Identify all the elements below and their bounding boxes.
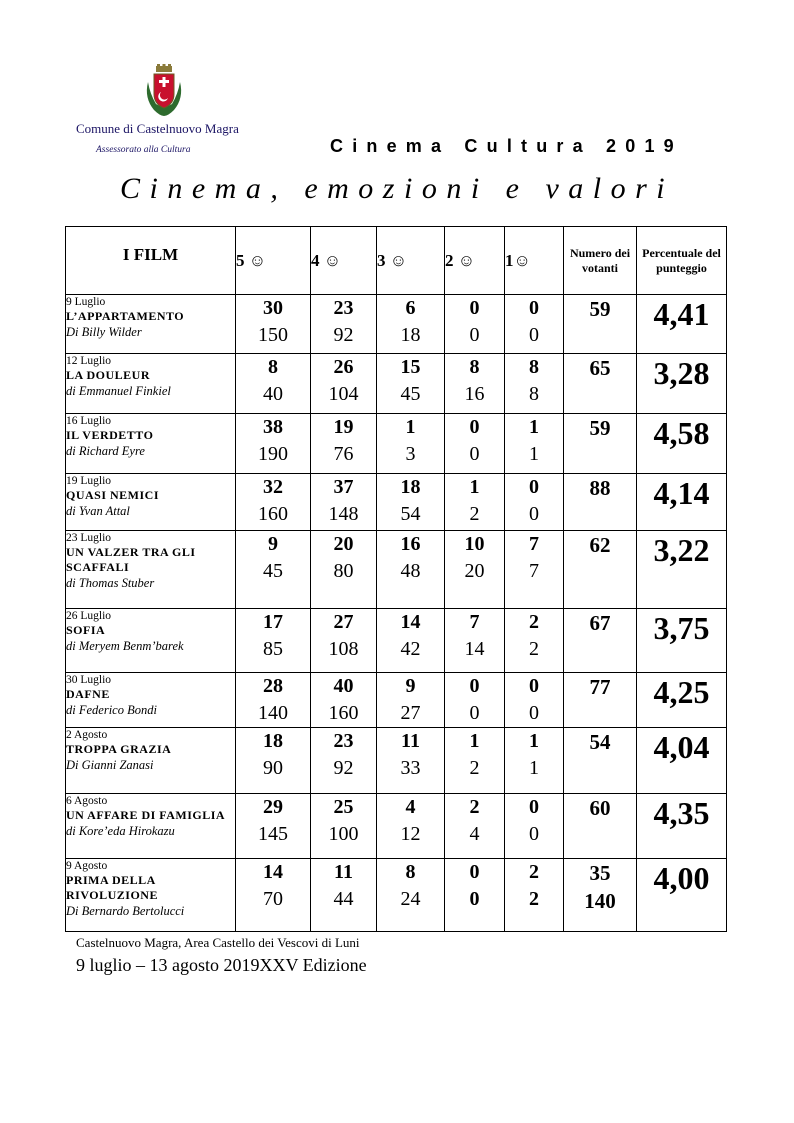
film-date: 9 Agosto (66, 860, 108, 872)
score-1-cell (505, 728, 564, 794)
weighted-points: 2 (529, 888, 539, 910)
score-4-cell (311, 474, 377, 531)
film-title: TROPPA GRAZIA (66, 742, 172, 756)
score-2-cell (445, 609, 505, 673)
weighted-points: 20 (464, 560, 485, 582)
score-4-cell (311, 609, 377, 673)
film-date: 23 Luglio (66, 532, 112, 544)
film-cell (66, 609, 236, 673)
score-percent: 3,28 (637, 354, 727, 414)
weighted-points: 85 (263, 638, 283, 660)
event-subtitle: Cinema, emozioni e valori (120, 172, 675, 205)
weighted-points: 2 (469, 503, 480, 525)
table-row (66, 414, 727, 474)
table-row (66, 728, 727, 794)
voters-extra: 140 (584, 889, 616, 913)
film-date: 9 Luglio (66, 296, 106, 308)
vote-count: 40 (333, 675, 354, 697)
score-1-cell (505, 474, 564, 531)
film-date: 12 Luglio (66, 355, 112, 367)
weighted-points: 2 (529, 638, 539, 660)
score-5-cell (236, 531, 311, 609)
score-2-cell (445, 354, 505, 414)
film-cell (66, 354, 236, 414)
score-percent: 3,75 (637, 609, 727, 673)
weighted-points: 160 (258, 503, 288, 525)
voters-cell (564, 794, 637, 859)
score-2-cell (445, 474, 505, 531)
score-3-cell (377, 354, 445, 414)
weighted-points: 40 (263, 383, 283, 405)
table-row (66, 673, 727, 728)
film-director: Di Gianni Zanasi (66, 758, 154, 772)
weighted-points: 1 (529, 443, 539, 465)
table-row (66, 474, 727, 531)
vote-count: 2 (469, 796, 480, 818)
vote-count: 6 (405, 297, 416, 319)
film-cell (66, 531, 236, 609)
film-title: DAFNE (66, 687, 110, 701)
score-2-cell (445, 295, 505, 354)
score-1-cell (505, 609, 564, 673)
film-title: IL VERDETTO (66, 428, 154, 442)
vote-count: 17 (263, 611, 283, 633)
film-date: 26 Luglio (66, 610, 112, 622)
weighted-points: 90 (263, 757, 283, 779)
film-date: 2 Agosto (66, 729, 108, 741)
vote-count: 0 (529, 476, 539, 498)
weighted-points: 92 (333, 324, 354, 346)
score-4-cell (311, 794, 377, 859)
vote-count: 15 (400, 356, 421, 378)
vote-count: 14 (400, 611, 421, 633)
table-row (66, 295, 727, 354)
weighted-points: 8 (529, 383, 539, 405)
score-3-cell (377, 295, 445, 354)
weighted-points: 104 (328, 383, 359, 405)
score-1-cell (505, 414, 564, 474)
weighted-points: 12 (400, 823, 421, 845)
voters-cell (564, 859, 637, 932)
film-director: di Yvan Attal (66, 504, 130, 518)
weighted-points: 0 (469, 888, 480, 910)
score-5-cell (236, 295, 311, 354)
voters-count: 35 (589, 861, 611, 885)
weighted-points: 148 (328, 503, 359, 525)
score-3-cell (377, 673, 445, 728)
voters-cell (564, 295, 637, 354)
film-date: 16 Luglio (66, 415, 112, 427)
weighted-points: 0 (469, 324, 480, 346)
voters-cell (564, 728, 637, 794)
vote-count: 23 (333, 730, 354, 752)
score-4-cell (311, 728, 377, 794)
vote-count: 7 (469, 611, 480, 633)
vote-count: 30 (263, 297, 283, 319)
score-4-cell (311, 531, 377, 609)
score-1-cell (505, 794, 564, 859)
weighted-points: 80 (333, 560, 354, 582)
table-header-row (66, 227, 727, 295)
vote-count: 1 (469, 730, 480, 752)
weighted-points: 108 (328, 638, 359, 660)
film-director: di Federico Bondi (66, 703, 157, 717)
voters-count: 60 (589, 796, 611, 820)
weighted-points: 145 (258, 823, 288, 845)
voters-count: 88 (589, 476, 611, 500)
weighted-points: 70 (263, 888, 283, 910)
score-1-cell (505, 673, 564, 728)
weighted-points: 76 (333, 443, 354, 465)
score-percent: 4,35 (637, 794, 727, 859)
score-3-cell (377, 728, 445, 794)
film-date: 30 Luglio (66, 674, 112, 686)
vote-count: 20 (333, 533, 354, 555)
voters-count: 59 (589, 416, 611, 440)
voters-cell (564, 414, 637, 474)
film-director: di Richard Eyre (66, 444, 145, 458)
film-cell (66, 474, 236, 531)
weighted-points: 190 (258, 443, 288, 465)
header-score-5: 5 ☺ (236, 227, 311, 295)
score-1-cell (505, 354, 564, 414)
weighted-points: 7 (529, 560, 539, 582)
score-5-cell (236, 794, 311, 859)
weighted-points: 0 (469, 702, 480, 724)
score-4-cell (311, 295, 377, 354)
vote-count: 23 (333, 297, 354, 319)
weighted-points: 16 (464, 383, 485, 405)
vote-count: 9 (268, 533, 278, 555)
header-score-2: 2 ☺ (445, 227, 505, 295)
film-results-table (65, 226, 727, 932)
score-2-cell (445, 728, 505, 794)
header-score-3: 3 ☺ (377, 227, 445, 295)
film-director: di Meryem Benm’barek (66, 639, 184, 653)
score-4-cell (311, 354, 377, 414)
weighted-points: 3 (405, 443, 416, 465)
vote-count: 1 (529, 416, 539, 438)
score-3-cell (377, 794, 445, 859)
weighted-points: 24 (400, 888, 421, 910)
vote-count: 29 (263, 796, 283, 818)
score-percent: 4,41 (637, 295, 727, 354)
vote-count: 32 (263, 476, 283, 498)
vote-count: 8 (405, 861, 416, 883)
voters-cell (564, 354, 637, 414)
table-row (66, 794, 727, 859)
weighted-points: 0 (529, 702, 539, 724)
score-3-cell (377, 859, 445, 932)
event-title: Cinema Cultura 2019 (330, 136, 683, 156)
vote-count: 0 (469, 861, 480, 883)
weighted-points: 27 (400, 702, 421, 724)
vote-count: 2 (529, 611, 539, 633)
weighted-points: 150 (258, 324, 288, 346)
header-percent: Percentuale del punteggio (637, 227, 727, 295)
vote-count: 27 (333, 611, 354, 633)
score-3-cell (377, 531, 445, 609)
film-cell (66, 859, 236, 932)
score-5-cell (236, 609, 311, 673)
film-title: QUASI NEMICI (66, 488, 160, 502)
venue-line: Castelnuovo Magra, Area Castello dei Vescovi di Luni (76, 935, 360, 950)
score-percent: 3,22 (637, 531, 727, 609)
vote-count: 8 (469, 356, 480, 378)
vote-count: 0 (469, 675, 480, 697)
vote-count: 19 (333, 416, 354, 438)
vote-count: 10 (464, 533, 485, 555)
weighted-points: 45 (263, 560, 283, 582)
vote-count: 9 (405, 675, 416, 697)
header-score-4: 4 ☺ (311, 227, 377, 295)
film-cell (66, 295, 236, 354)
weighted-points: 0 (529, 324, 539, 346)
vote-count: 0 (469, 297, 480, 319)
vote-count: 25 (333, 796, 354, 818)
vote-count: 8 (268, 356, 278, 378)
vote-count: 11 (334, 861, 353, 883)
score-3-cell (377, 474, 445, 531)
film-date: 6 Agosto (66, 795, 108, 807)
weighted-points: 92 (333, 757, 354, 779)
film-title: L’APPARTAMENTO (66, 309, 185, 323)
film-title: UN AFFARE DI FAMIGLIA (66, 808, 226, 822)
vote-count: 1 (529, 730, 539, 752)
voters-cell (564, 474, 637, 531)
film-cell (66, 794, 236, 859)
vote-count: 0 (529, 297, 539, 319)
vote-count: 16 (400, 533, 421, 555)
score-5-cell (236, 728, 311, 794)
weighted-points: 100 (328, 823, 359, 845)
film-title: PRIMA DELLA RIVOLUZIONE (66, 873, 158, 902)
vote-count: 4 (405, 796, 416, 818)
film-cell (66, 414, 236, 474)
score-4-cell (311, 673, 377, 728)
score-1-cell (505, 531, 564, 609)
coat-of-arms-logo (144, 64, 184, 118)
weighted-points: 54 (400, 503, 421, 525)
voters-count: 77 (589, 675, 611, 699)
weighted-points: 14 (464, 638, 485, 660)
weighted-points: 4 (469, 823, 480, 845)
film-title: LA DOULEUR (66, 368, 151, 382)
voters-count: 65 (589, 356, 611, 380)
film-director: Di Billy Wilder (66, 325, 142, 339)
vote-count: 18 (400, 476, 421, 498)
film-director: di Kore’eda Hirokazu (66, 824, 175, 838)
film-title: SOFIA (66, 623, 106, 637)
voters-cell (564, 609, 637, 673)
vote-count: 0 (529, 675, 539, 697)
table-row (66, 609, 727, 673)
vote-count: 7 (529, 533, 539, 555)
header-score-1: 1☺ (505, 227, 564, 295)
table-row (66, 531, 727, 609)
vote-count: 1 (405, 416, 416, 438)
vote-count: 1 (469, 476, 480, 498)
score-5-cell (236, 414, 311, 474)
score-percent: 4,58 (637, 414, 727, 474)
film-title: UN VALZER TRA GLI SCAFFALI (66, 545, 196, 574)
score-4-cell (311, 414, 377, 474)
voters-count: 67 (589, 611, 611, 635)
score-3-cell (377, 414, 445, 474)
voters-cell (564, 673, 637, 728)
vote-count: 37 (333, 476, 354, 498)
vote-count: 28 (263, 675, 283, 697)
film-date: 19 Luglio (66, 475, 112, 487)
vote-count: 38 (263, 416, 283, 438)
weighted-points: 0 (469, 443, 480, 465)
voters-count: 54 (589, 730, 611, 754)
weighted-points: 44 (333, 888, 354, 910)
voters-cell (564, 531, 637, 609)
header-film: I FILM (66, 227, 236, 295)
vote-count: 26 (333, 356, 354, 378)
vote-count: 0 (469, 416, 480, 438)
weighted-points: 18 (400, 324, 421, 346)
weighted-points: 160 (328, 702, 359, 724)
score-5-cell (236, 354, 311, 414)
vote-count: 2 (529, 861, 539, 883)
score-5-cell (236, 673, 311, 728)
vote-count: 8 (529, 356, 539, 378)
score-2-cell (445, 673, 505, 728)
score-percent: 4,00 (637, 859, 727, 932)
score-2-cell (445, 531, 505, 609)
score-5-cell (236, 474, 311, 531)
film-director: di Emmanuel Finkiel (66, 384, 171, 398)
score-1-cell (505, 859, 564, 932)
score-percent: 4,14 (637, 474, 727, 531)
score-5-cell (236, 859, 311, 932)
vote-count: 0 (529, 796, 539, 818)
weighted-points: 0 (529, 823, 539, 845)
film-cell (66, 673, 236, 728)
table-row (66, 354, 727, 414)
vote-count: 11 (401, 730, 420, 752)
vote-count: 18 (263, 730, 283, 752)
weighted-points: 45 (400, 383, 421, 405)
score-1-cell (505, 295, 564, 354)
score-4-cell (311, 859, 377, 932)
score-3-cell (377, 609, 445, 673)
score-2-cell (445, 794, 505, 859)
dates-line: 9 luglio – 13 agosto 2019XXV Edizione (76, 955, 367, 975)
weighted-points: 0 (529, 503, 539, 525)
score-2-cell (445, 859, 505, 932)
department-name: Assessorato alla Cultura (96, 145, 191, 155)
film-director: Di Bernardo Bertolucci (66, 904, 185, 918)
voters-count: 59 (589, 297, 611, 321)
film-cell (66, 728, 236, 794)
municipality-name: Comune di Castelnuovo Magra (76, 121, 239, 136)
weighted-points: 42 (400, 638, 421, 660)
weighted-points: 48 (400, 560, 421, 582)
score-2-cell (445, 414, 505, 474)
header-voters: Numero dei votanti (564, 227, 637, 295)
weighted-points: 33 (400, 757, 421, 779)
weighted-points: 2 (469, 757, 480, 779)
weighted-points: 1 (529, 757, 539, 779)
voters-count: 62 (589, 533, 611, 557)
score-percent: 4,04 (637, 728, 727, 794)
table-row (66, 859, 727, 932)
score-percent: 4,25 (637, 673, 727, 728)
film-director: di Thomas Stuber (66, 576, 155, 590)
vote-count: 14 (263, 861, 283, 883)
weighted-points: 140 (258, 702, 288, 724)
